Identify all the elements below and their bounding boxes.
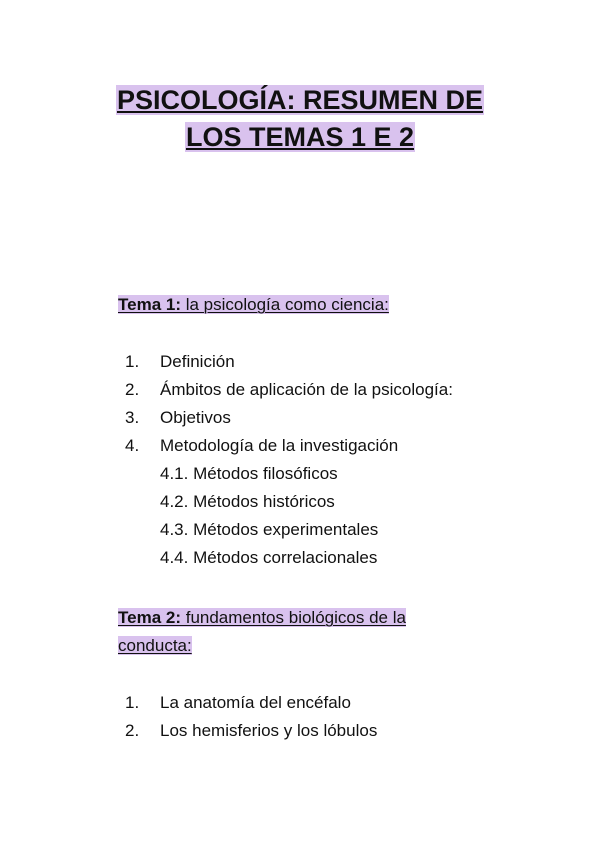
tema2-heading (118, 604, 478, 660)
list-item-number: 2. (125, 380, 140, 399)
tema2-heading-highlight (118, 608, 406, 627)
sub-item-number: 4.4. (160, 548, 189, 567)
title-line-2: LOS TEMAS 1 E 2 (185, 122, 415, 152)
tema2-label: Tema 2: (118, 608, 181, 627)
tema2-heading-highlight-2 (118, 636, 192, 655)
tema1-heading-highlight (118, 295, 389, 314)
tema1-text: la psicología como ciencia: (181, 295, 389, 314)
sub-item-text: Métodos filosóficos (188, 464, 338, 483)
tema1-heading (118, 291, 478, 319)
sub-list-item (118, 460, 453, 488)
list-item (118, 404, 453, 432)
sub-item-text: Métodos correlacionales (188, 548, 378, 567)
list-item (118, 376, 453, 404)
list-item-text: Definición (160, 352, 235, 371)
list-item-number: 1. (125, 693, 140, 712)
sub-item-text: Métodos históricos (188, 492, 335, 511)
sub-item-text: Métodos experimentales (188, 520, 379, 539)
list-item (118, 432, 453, 460)
list-item (118, 717, 377, 745)
tema1-list (118, 348, 453, 572)
list-item-text: Los hemisferios y los lóbulos (160, 721, 378, 740)
list-item-number: 1. (125, 352, 140, 371)
tema2-list (118, 689, 377, 745)
sub-item-number: 4.3. (160, 520, 189, 539)
tema2-text-line-1: fundamentos biológicos de la (181, 608, 406, 627)
list-item-number: 2. (125, 721, 140, 740)
list-item-number: 3. (125, 408, 140, 427)
title-line-1: PSICOLOGÍA: RESUMEN DE (116, 85, 484, 115)
sub-item-number: 4.1. (160, 464, 189, 483)
list-item (118, 348, 453, 376)
list-item-text: Metodología de la investigación (160, 436, 399, 455)
document-title (0, 82, 600, 156)
sub-item-number: 4.2. (160, 492, 189, 511)
list-item-text: Objetivos (160, 408, 231, 427)
list-item-text: Ámbitos de aplicación de la psicología: (160, 380, 453, 399)
list-item-number: 4. (125, 436, 140, 455)
sub-list-item (118, 544, 453, 572)
list-item (118, 689, 377, 717)
sub-list-item (118, 488, 453, 516)
tema2-text-line-2: conducta: (118, 636, 192, 655)
list-item-text: La anatomía del encéfalo (160, 693, 351, 712)
tema1-label: Tema 1: (118, 295, 181, 314)
sub-list-item (118, 516, 453, 544)
